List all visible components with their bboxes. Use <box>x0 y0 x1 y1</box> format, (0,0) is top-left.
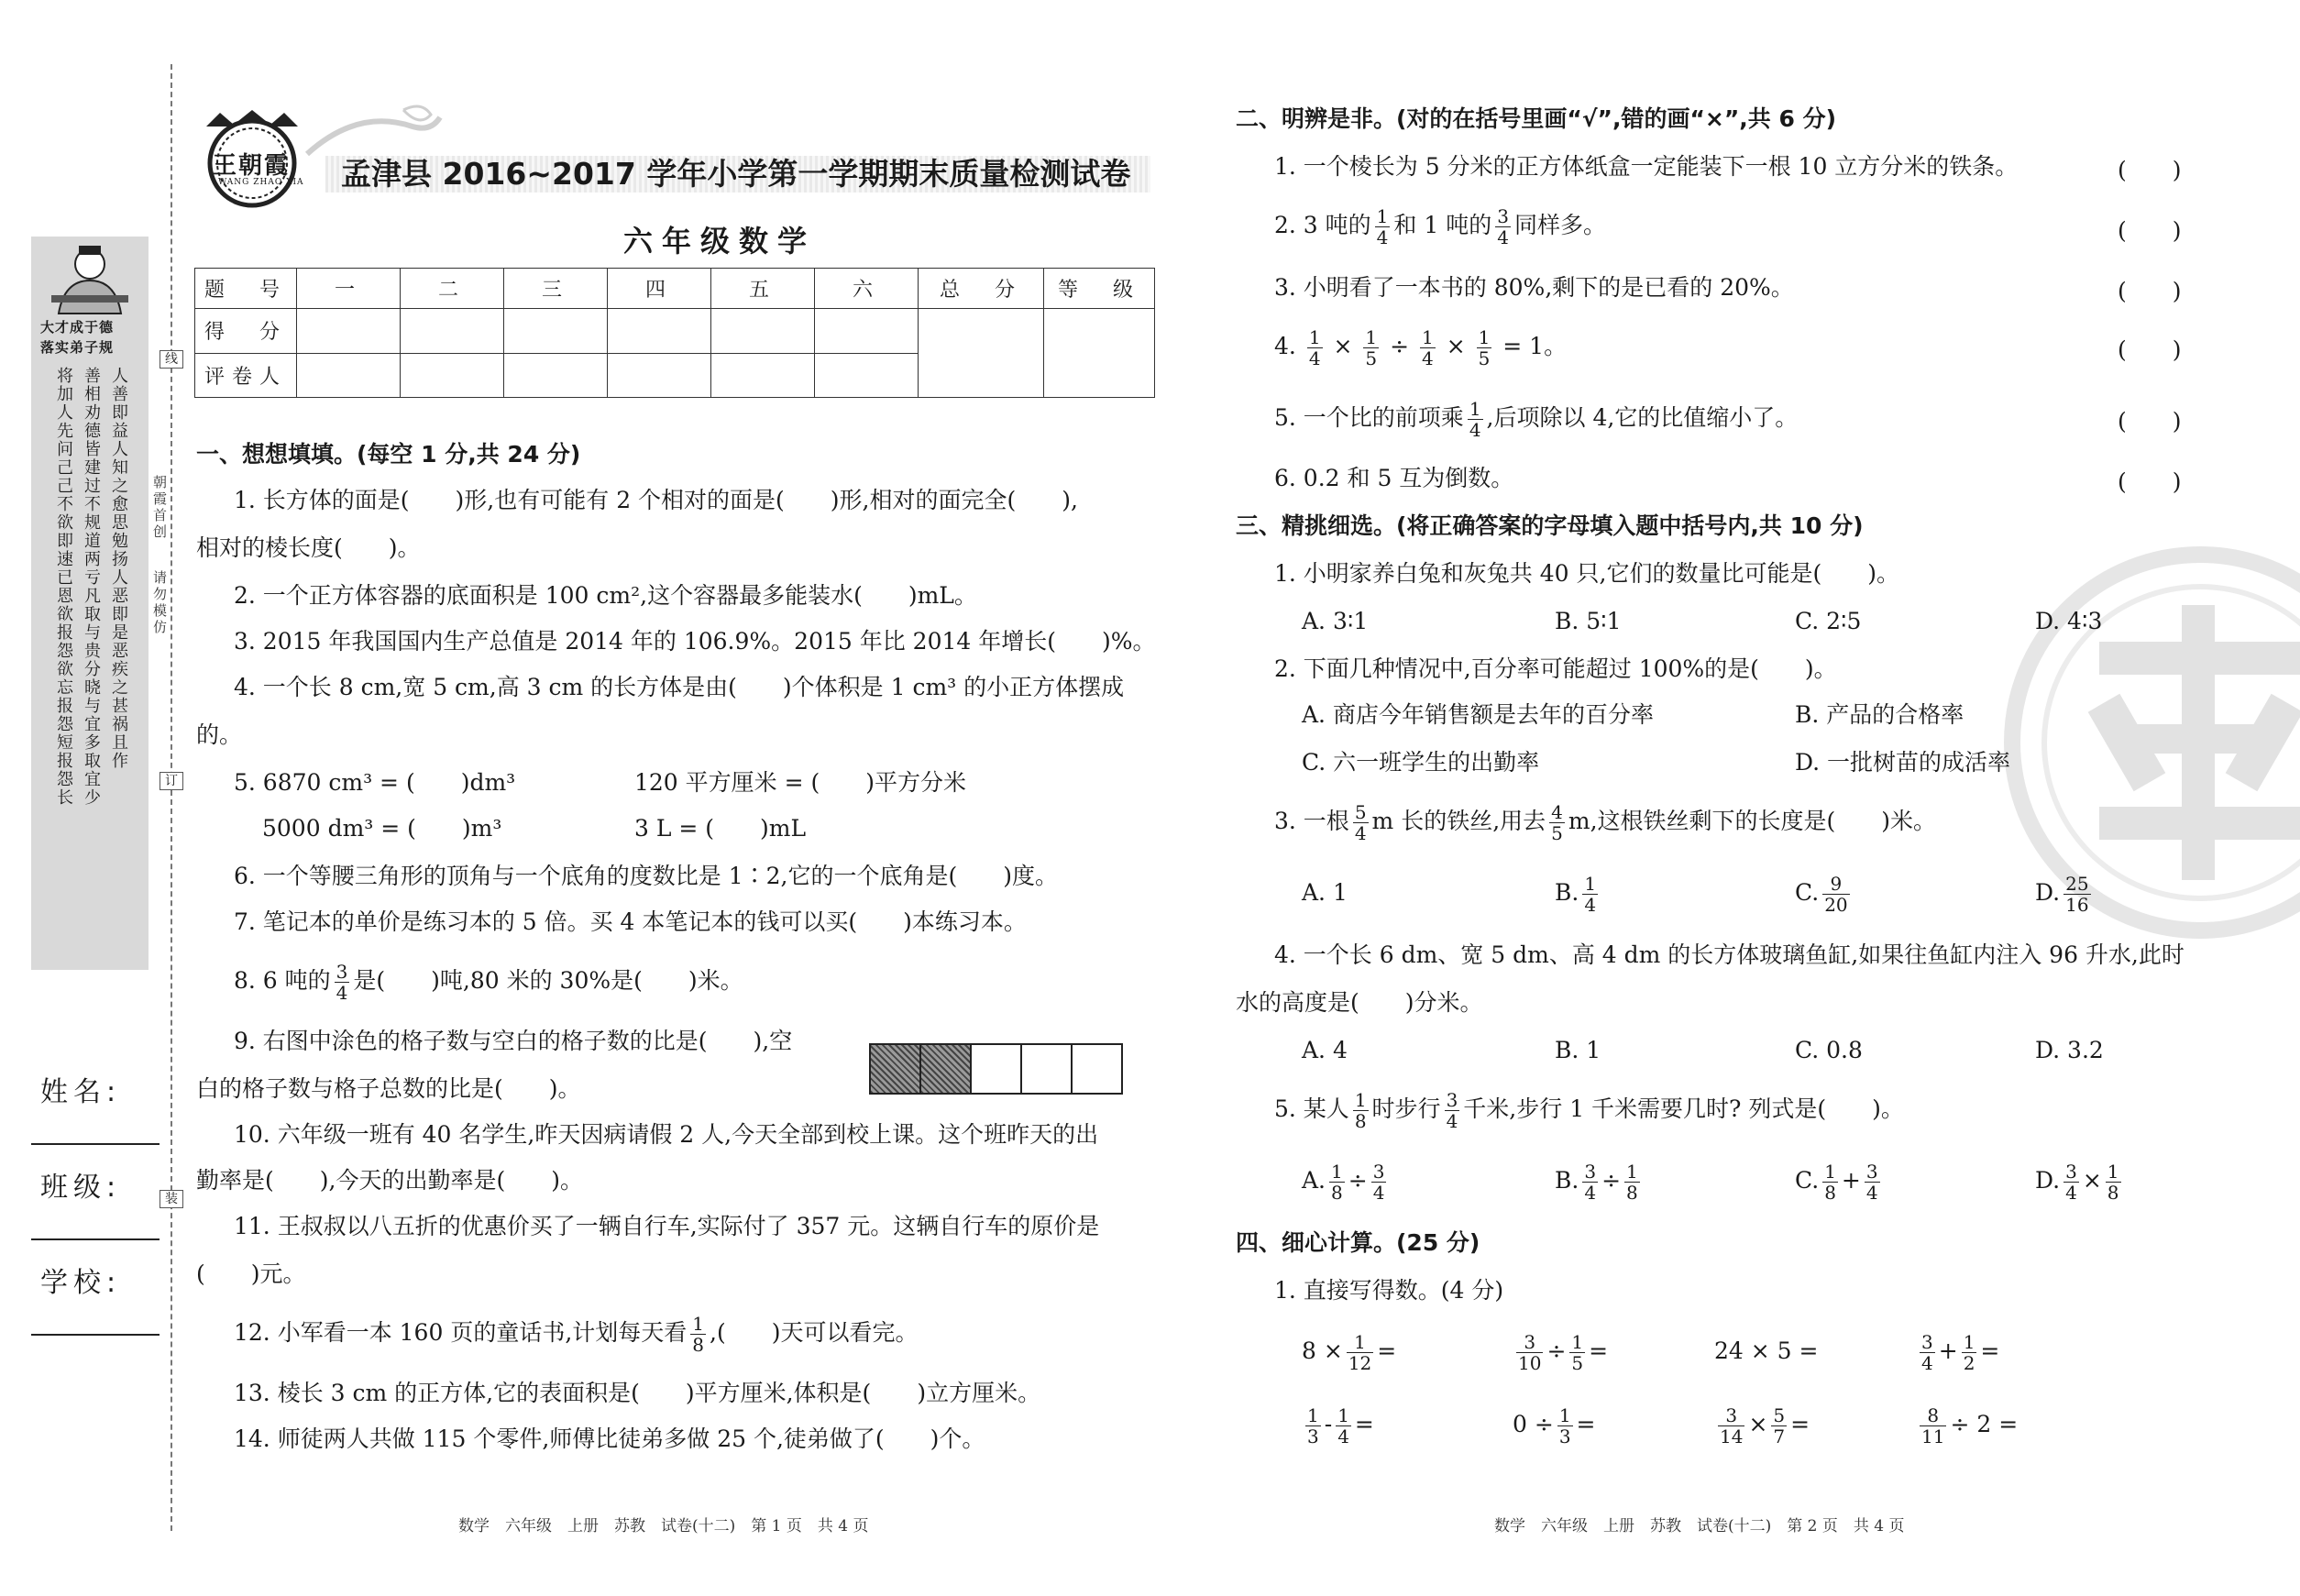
calc-expr-4 <box>1916 1326 1999 1377</box>
s2-q5-post: ,后项除以 4,它的比值缩小了。 <box>1486 404 1799 431</box>
fraction-denominator: 4 <box>1376 226 1389 248</box>
operator: × <box>1333 333 1353 359</box>
s3-q5-c: 千米,步行 1 千米需要几时? 列式是( )。 <box>1463 1095 1904 1122</box>
equals-sign: = <box>1576 1411 1596 1437</box>
fraction-numerator: 3 <box>336 961 348 983</box>
s1-q11-line1: 11. 王叔叔以八五折的优惠价买了一辆自行车,实际付了 357 元。这辆自行车的原价是 <box>234 1213 1100 1239</box>
brand-logo-text: 王朝霞 <box>213 152 291 180</box>
fraction-denominator: 4 <box>336 982 348 1004</box>
s2-q2-a: 2. 3 吨的 <box>1274 212 1371 238</box>
option-fraction <box>1822 1161 1838 1203</box>
shaded-grid-figure <box>869 1043 1123 1095</box>
fraction-numerator: 1 <box>1626 1161 1638 1183</box>
score-cell[interactable] <box>504 309 608 353</box>
s1-q5c: 5000 dm³ = ( )m³ <box>262 815 502 842</box>
fraction-numerator: 3 <box>1584 1161 1597 1183</box>
fraction-denominator: 14 <box>1720 1425 1744 1447</box>
s3-q3-option-b[interactable] <box>1555 871 1601 915</box>
option-letter: D. <box>2035 879 2061 906</box>
score-header-cell: 二 <box>401 269 504 309</box>
fraction-denominator: 7 <box>1773 1425 1786 1447</box>
s3-q2-option-a[interactable]: A. 商店今年销售额是去年的百分率 <box>1302 701 1654 728</box>
score-row-label: 得 分 <box>195 309 297 353</box>
fraction-denominator: 4 <box>1372 1182 1385 1204</box>
reviewer-cell[interactable] <box>711 353 815 397</box>
calc-fraction <box>1347 1332 1373 1373</box>
reviewer-cell[interactable] <box>401 353 504 397</box>
section2-title: 二、明辨是非。(对的在括号里画“√”,错的画“×”,共 6 分) <box>1236 105 1836 132</box>
calc-expr-7 <box>1714 1399 1810 1450</box>
s3-q1: 1. 小明家养白兔和灰兔共 40 只,它们的数量比可能是( )。 <box>1274 560 1899 587</box>
s3-q2-option-d[interactable]: D. 一批树苗的成活率 <box>1795 749 2011 776</box>
option-fraction <box>1582 1161 1598 1203</box>
fraction-numerator: 3 <box>1497 205 1509 227</box>
option-letter: B. <box>1555 1167 1579 1194</box>
fraction-denominator: 4 <box>1308 347 1321 369</box>
s2-q2-c: 同样多。 <box>1513 212 1606 238</box>
s1-q1-line1: 1. 长方体的面是( )形,也有可能有 2 个相对的面是( )形,相对的面完全( ), <box>234 487 1078 513</box>
motto-column-1: 将加人先问己己不欲即速已恩欲报怨欲忘报怨短报怨长 <box>54 367 73 807</box>
s1-q11-line2: ( )元。 <box>196 1260 306 1287</box>
fraction-numerator: 1 <box>1331 1161 1343 1183</box>
s1-q9-line2: 白的格子数与格子总数的比是( )。 <box>196 1075 581 1102</box>
school-field-line[interactable] <box>31 1334 160 1336</box>
s1-q9-line1: 9. 右图中涂色的格子数与空白的格子数的比是( ),空 <box>234 1028 793 1054</box>
s4-sub1: 1. 直接写得数。(4 分) <box>1274 1277 1504 1304</box>
fraction-denominator: 4 <box>1422 347 1434 369</box>
s1-q7: 7. 笔记本的单价是练习本的 5 倍。买 4 本笔记本的钱可以买( )本练习本。 <box>234 908 1027 935</box>
reviewer-row-label: 评卷人 <box>195 353 297 397</box>
grid-cell-shaded <box>871 1045 921 1093</box>
fraction-numerator: 1 <box>1963 1331 1975 1353</box>
binding-char-bind: 装 <box>160 1190 183 1208</box>
s1-q10-line2: 勤率是( ),今天的出勤率是( )。 <box>196 1167 583 1194</box>
s1-q8-post: 是( )吨,80 米的 30%是( )米。 <box>353 967 743 994</box>
score-cell[interactable] <box>608 309 711 353</box>
s2-q2-frac2 <box>1495 206 1511 248</box>
option-fraction <box>2063 874 2090 915</box>
option-fraction <box>1329 1161 1345 1203</box>
s3-q4-option-d[interactable]: D. 3.2 <box>2035 1037 2104 1063</box>
score-header-cell: 四 <box>608 269 711 309</box>
s2-q5 <box>1274 396 1798 440</box>
option-fraction <box>1371 1161 1387 1203</box>
s1-q8-fraction <box>335 962 350 1003</box>
s1-q5d: 3 L = ( )mL <box>634 815 807 842</box>
s3-q5-option-c[interactable] <box>1795 1159 1884 1203</box>
s3-q3-option-c[interactable] <box>1795 871 1854 915</box>
s2-q1: 1. 一个棱长为 5 分米的正方体纸盒一定能装下一根 10 立方分米的铁条。 <box>1274 153 2019 180</box>
grade-cell[interactable] <box>1044 309 1155 398</box>
s1-q5a: 5. 6870 cm³ = ( )dm³ <box>234 769 516 796</box>
operator: × <box>2082 1167 2102 1194</box>
class-field-line[interactable] <box>31 1238 160 1240</box>
fraction-denominator: 3 <box>1307 1425 1319 1447</box>
fraction-numerator: 1 <box>1824 1161 1836 1183</box>
operator: ÷ <box>1390 333 1410 359</box>
s3-q1-option-c[interactable]: C. 2∶5 <box>1795 608 1862 634</box>
calc-fraction <box>1305 1405 1321 1447</box>
calc-fraction <box>1569 1332 1585 1373</box>
s3-q5-a: 5. 某人 <box>1274 1095 1349 1122</box>
s2-q4-frac <box>1420 327 1436 369</box>
footer-right: 数学 六年级 上册 苏教 试卷(十二) 第 2 页 共 4 页 <box>1494 1517 1905 1535</box>
option-fraction <box>1582 874 1598 915</box>
s2-q4-frac <box>1363 327 1379 369</box>
fraction-denominator: 5 <box>1365 347 1378 369</box>
motto-line-1: 大才成于德 <box>40 319 115 336</box>
fraction-denominator: 4 <box>1921 1352 1933 1374</box>
score-cell[interactable] <box>815 309 919 353</box>
option-fraction <box>1865 1161 1880 1203</box>
fraction-numerator: 1 <box>1422 326 1434 348</box>
option-fraction <box>2063 1161 2079 1203</box>
s2-q3-answer[interactable]: ( ) <box>2118 278 2182 304</box>
fraction-numerator: 5 <box>1773 1404 1786 1426</box>
s3-q4-line2: 水的高度是( )分米。 <box>1236 989 1483 1016</box>
s2-q4-pre: 4. <box>1274 333 1296 359</box>
s3-q3-frac2 <box>1549 802 1565 843</box>
s3-q2-option-c[interactable]: C. 六一班学生的出勤率 <box>1302 749 1540 776</box>
s2-q4-post: = 1。 <box>1502 333 1568 359</box>
option-fraction <box>1822 874 1849 915</box>
name-label: 姓名: <box>40 1076 122 1108</box>
score-cell[interactable] <box>711 309 815 353</box>
fraction-numerator: 1 <box>1478 326 1491 348</box>
s2-q4 <box>1274 325 1567 369</box>
fraction-numerator: 9 <box>1822 874 1849 895</box>
score-cell[interactable] <box>297 309 401 353</box>
s1-q5b: 120 平方厘米 = ( )平方分米 <box>634 769 967 796</box>
scholar-figure-icon <box>46 240 134 315</box>
operator: ÷ <box>1348 1167 1368 1194</box>
s3-q5-option-b[interactable] <box>1555 1159 1644 1203</box>
operator: + <box>1841 1167 1861 1194</box>
calc-fraction <box>1336 1405 1351 1447</box>
equals-sign: = <box>1354 1411 1374 1437</box>
fraction-numerator: 1 <box>1354 1089 1367 1111</box>
s3-q1-option-a[interactable]: A. 3∶1 <box>1302 608 1369 634</box>
score-header-cell: 三 <box>504 269 608 309</box>
reviewer-cell[interactable] <box>608 353 711 397</box>
s3-q3 <box>1274 799 1936 843</box>
calc-expr-2 <box>1513 1326 1608 1377</box>
s3-q5-option-d[interactable] <box>2035 1159 2125 1203</box>
s1-q14: 14. 师徒两人共做 115 个零件,师傅比徒弟多做 25 个,徒弟做了( )个。 <box>234 1425 985 1452</box>
s2-q6-answer[interactable]: ( ) <box>2118 468 2182 495</box>
fraction-denominator: 8 <box>2107 1182 2119 1204</box>
option-fraction <box>1624 1161 1640 1203</box>
s2-q3: 3. 小明看了一本书的 80%,剩下的是已看的 20%。 <box>1274 274 1794 301</box>
binding-char-order: 订 <box>160 772 183 790</box>
fraction-denominator: 4 <box>1584 894 1597 916</box>
binding-cut-line <box>171 64 172 1531</box>
reviewer-cell[interactable] <box>297 353 401 397</box>
name-field-line[interactable] <box>31 1143 160 1145</box>
fraction-numerator: 4 <box>1551 801 1563 823</box>
s1-q8 <box>234 959 743 1003</box>
s1-q12-fraction <box>690 1314 706 1355</box>
s3-q3-frac1 <box>1353 802 1369 843</box>
fraction-denominator: 8 <box>1354 1110 1367 1132</box>
fraction-numerator: 3 <box>1718 1405 1744 1426</box>
equals-sign: = <box>1790 1411 1810 1437</box>
s3-q3-option-d[interactable] <box>2035 871 2095 915</box>
school-label: 学校: <box>40 1267 122 1299</box>
fraction-denominator: 2 <box>1963 1352 1975 1374</box>
fraction-denominator: 4 <box>1446 1110 1458 1132</box>
fraction-denominator: 12 <box>1348 1352 1372 1374</box>
s3-q3-a: 3. 一根 <box>1274 808 1349 834</box>
s3-q5-b: 时步行 <box>1371 1095 1441 1122</box>
fraction-numerator: 3 <box>1865 1161 1878 1183</box>
fraction-numerator: 1 <box>1337 1404 1349 1426</box>
score-header-cell: 等 级 <box>1044 269 1155 309</box>
calc-lead: 0 ÷ <box>1513 1411 1554 1437</box>
s1-q3: 3. 2015 年我国国内生产总值是 2014 年的 106.9%。2015 年比 2014 年增长( )%。 <box>234 628 1156 655</box>
s1-q12-post: ,( )天可以看完。 <box>710 1319 919 1346</box>
fraction-denominator: 10 <box>1518 1352 1542 1374</box>
s3-q3-c: m,这根铁丝剩下的长度是( )米。 <box>1568 808 1937 834</box>
fraction-numerator: 1 <box>1558 1404 1571 1426</box>
s2-q4-answer[interactable]: ( ) <box>2118 336 2182 363</box>
calc-expr-5 <box>1302 1399 1374 1450</box>
s3-q5 <box>1274 1087 1904 1131</box>
calc-fraction <box>1962 1332 1977 1373</box>
fraction-denominator: 20 <box>1824 894 1848 916</box>
footer-left: 数学 六年级 上册 苏教 试卷(十二) 第 1 页 共 4 页 <box>458 1517 869 1535</box>
motto-column-2: 善相劝德皆建过不规道两亏凡取与贵分晓与宜多取宜少 <box>82 367 101 807</box>
fraction-denominator: 4 <box>1584 1182 1597 1204</box>
s3-q5-option-a[interactable] <box>1302 1159 1390 1203</box>
s2-q2-answer[interactable]: ( ) <box>2118 217 2182 244</box>
fraction-numerator: 1 <box>1308 326 1321 348</box>
fraction-denominator: 8 <box>1331 1182 1343 1204</box>
motto-line-2: 落实弟子规 <box>40 339 115 356</box>
score-header-cell: 一 <box>297 269 401 309</box>
s3-q1-option-b[interactable]: B. 5∶1 <box>1555 608 1622 634</box>
calc-fraction <box>1920 1405 1946 1447</box>
score-header-cell: 题 号 <box>195 269 297 309</box>
s3-q3-b: m 长的铁丝,用去 <box>1371 808 1546 834</box>
s2-q4-frac <box>1477 327 1492 369</box>
score-table <box>194 268 1155 398</box>
s1-q4-line1: 4. 一个长 8 cm,宽 5 cm,高 3 cm 的长方体是由( )个体积是 1 cm³ 的小正方体摆成 <box>234 674 1125 700</box>
s2-q4-frac <box>1307 327 1323 369</box>
s3-q1-option-d[interactable]: D. 4∶3 <box>2035 608 2103 634</box>
calc-fraction <box>1516 1332 1543 1373</box>
fraction-numerator: 3 <box>1921 1331 1933 1353</box>
s3-q4-option-c[interactable]: C. 0.8 <box>1795 1037 1863 1063</box>
fraction-numerator: 1 <box>1307 1404 1319 1426</box>
decorative-ribbon-icon <box>303 99 449 163</box>
option-letter: D. <box>2035 1167 2061 1194</box>
calc-expr-1 <box>1302 1326 1396 1377</box>
calc-fraction <box>1771 1405 1787 1447</box>
motto-column-3: 人善即益人知之愈思勉扬人恶即是恶疾之甚祸且作 <box>109 367 128 770</box>
s3-q4-line1: 4. 一个长 6 dm、宽 5 dm、高 4 dm 的长方体玻璃鱼缸,如果往鱼缸内注入 96 升水,此时 <box>1274 941 2184 968</box>
s3-q5-frac1 <box>1353 1090 1369 1131</box>
option-letter: B. <box>1555 879 1579 906</box>
s1-q10-line1: 10. 六年级一班有 40 名学生,昨天因病请假 2 人,今天全部到校上课。这个班昨天的出 <box>234 1121 1099 1148</box>
fraction-numerator: 3 <box>1446 1089 1458 1111</box>
operator: ÷ <box>1601 1167 1622 1194</box>
fraction-denominator: 16 <box>2065 894 2089 916</box>
s3-q4-option-b[interactable]: B. 1 <box>1555 1037 1601 1063</box>
fraction-denominator: 5 <box>1571 1352 1584 1374</box>
score-cell[interactable] <box>401 309 504 353</box>
fraction-denominator: 8 <box>1824 1182 1836 1204</box>
s2-q5-answer[interactable]: ( ) <box>2118 408 2182 435</box>
fraction-numerator: 25 <box>2065 873 2089 895</box>
option-letter: C. <box>1795 879 1820 906</box>
calc-lead: 8 × <box>1302 1337 1343 1364</box>
calc-tail: ÷ 2 = <box>1950 1411 2019 1437</box>
calc-fraction <box>1557 1405 1573 1447</box>
fraction-denominator: 4 <box>1865 1182 1878 1204</box>
option-letter: C. <box>1795 1167 1820 1194</box>
grid-cell-blank <box>1073 1045 1121 1093</box>
fraction-denominator: 4 <box>1469 419 1481 441</box>
s2-q6: 6. 0.2 和 5 互为倒数。 <box>1274 465 1514 491</box>
fraction-numerator: 1 <box>1347 1332 1373 1353</box>
option-fraction <box>2106 1161 2121 1203</box>
score-header-cell: 六 <box>815 269 919 309</box>
section3-title: 三、精挑细选。(将正确答案的字母填入题中括号内,共 10 分) <box>1236 512 1864 539</box>
operator: - <box>1324 1411 1333 1437</box>
equals-sign: = <box>1377 1337 1397 1364</box>
s1-q1-line2: 相对的棱长度( )。 <box>196 534 421 561</box>
reviewer-cell[interactable] <box>504 353 608 397</box>
s1-q2: 2. 一个正方体容器的底面积是 100 cm²,这个容器最多能装水( )mL。 <box>234 582 977 609</box>
fraction-numerator: 1 <box>1365 326 1378 348</box>
fraction-numerator: 8 <box>1920 1405 1946 1426</box>
fraction-denominator: 8 <box>1626 1182 1638 1204</box>
fraction-numerator: 3 <box>2065 1161 2077 1183</box>
fraction-denominator: 4 <box>1337 1425 1349 1447</box>
grid-cell-blank <box>1022 1045 1073 1093</box>
option-letter: A. <box>1302 1167 1326 1194</box>
fraction-denominator: 4 <box>2065 1182 2077 1204</box>
s1-q4-line2: 的。 <box>196 721 243 748</box>
s3-q4-option-a[interactable]: A. 4 <box>1302 1037 1348 1063</box>
s3-q3-option-a[interactable]: A. 1 <box>1302 879 1348 906</box>
fraction-numerator: 1 <box>1376 205 1389 227</box>
s3-q2: 2. 下面几种情况中,百分率可能超过 100%的是( )。 <box>1274 655 1837 682</box>
calc-fraction <box>1718 1405 1744 1447</box>
s2-q1-answer[interactable]: ( ) <box>2118 157 2182 183</box>
fraction-denominator: 8 <box>692 1334 704 1356</box>
fraction-numerator: 3 <box>1372 1161 1385 1183</box>
fraction-numerator: 1 <box>2107 1161 2119 1183</box>
fraction-denominator: 5 <box>1478 347 1491 369</box>
s1-q6: 6. 一个等腰三角形的顶角与一个底角的度数比是 1∶2,它的一个底角是( )度。 <box>234 863 1059 889</box>
fraction-numerator: 5 <box>1354 801 1367 823</box>
calc-expr-8 <box>1916 1399 2018 1450</box>
s1-q8-pre: 8. 6 吨的 <box>234 967 331 994</box>
fraction-numerator: 1 <box>1571 1331 1584 1353</box>
binding-note-1: 朝霞首创 <box>151 475 168 541</box>
s3-q5-frac2 <box>1445 1090 1460 1131</box>
equals-sign: = <box>1980 1337 2000 1364</box>
fraction-numerator: 1 <box>692 1313 704 1335</box>
fraction-numerator: 1 <box>1469 398 1481 420</box>
s2-q5-frac <box>1468 399 1483 440</box>
s1-q12 <box>234 1311 918 1355</box>
s3-q2-option-b[interactable]: B. 产品的合格率 <box>1795 701 1964 728</box>
fraction-numerator: 1 <box>1584 873 1597 895</box>
s2-q5-pre: 5. 一个比的前项乘 <box>1274 404 1464 431</box>
fraction-numerator: 3 <box>1516 1332 1543 1353</box>
calc-expr-3: 24 × 5 = <box>1714 1337 1819 1364</box>
score-header-cell: 五 <box>711 269 815 309</box>
s2-q2 <box>1274 204 1606 248</box>
operator: ÷ <box>1546 1337 1567 1364</box>
exam-title: 孟津县 2016~2017 学年小学第一学期期末质量检测试卷 <box>341 156 1131 192</box>
s2-q2-frac1 <box>1375 206 1391 248</box>
calc-expr-6 <box>1513 1399 1596 1450</box>
grid-cell-shaded <box>921 1045 972 1093</box>
grid-cell-blank <box>972 1045 1022 1093</box>
binding-note-2: 请勿模仿 <box>151 570 168 636</box>
section1-title: 一、想想填填。(每空 1 分,共 24 分) <box>196 441 581 468</box>
operator: × <box>1446 333 1466 359</box>
binding-char-line: 线 <box>160 350 183 369</box>
total-score-cell[interactable] <box>919 309 1044 398</box>
operator: + <box>1938 1337 1958 1364</box>
calc-fraction <box>1920 1332 1935 1373</box>
score-header-cell: 总 分 <box>919 269 1044 309</box>
s1-q12-pre: 12. 小军看一本 160 页的童话书,计划每天看 <box>234 1319 688 1346</box>
equals-sign: = <box>1589 1337 1609 1364</box>
reviewer-cell[interactable] <box>815 353 919 397</box>
s2-q2-b: 和 1 吨的 <box>1393 212 1492 238</box>
fraction-denominator: 4 <box>1497 226 1509 248</box>
class-label: 班级: <box>40 1172 122 1204</box>
brand-logo-subtext: WANG ZHAO XIA <box>218 178 304 187</box>
fraction-denominator: 3 <box>1558 1425 1571 1447</box>
s1-q13: 13. 棱长 3 cm 的正方体,它的表面积是( )平方厘米,体积是( )立方厘米。 <box>234 1380 1041 1406</box>
fraction-denominator: 11 <box>1921 1425 1945 1447</box>
exam-subtitle: 六年级数学 <box>623 224 817 259</box>
fraction-denominator: 4 <box>1354 822 1367 844</box>
fraction-denominator: 5 <box>1551 822 1563 844</box>
section4-title: 四、细心计算。(25 分) <box>1236 1229 1480 1256</box>
operator: × <box>1748 1411 1768 1437</box>
